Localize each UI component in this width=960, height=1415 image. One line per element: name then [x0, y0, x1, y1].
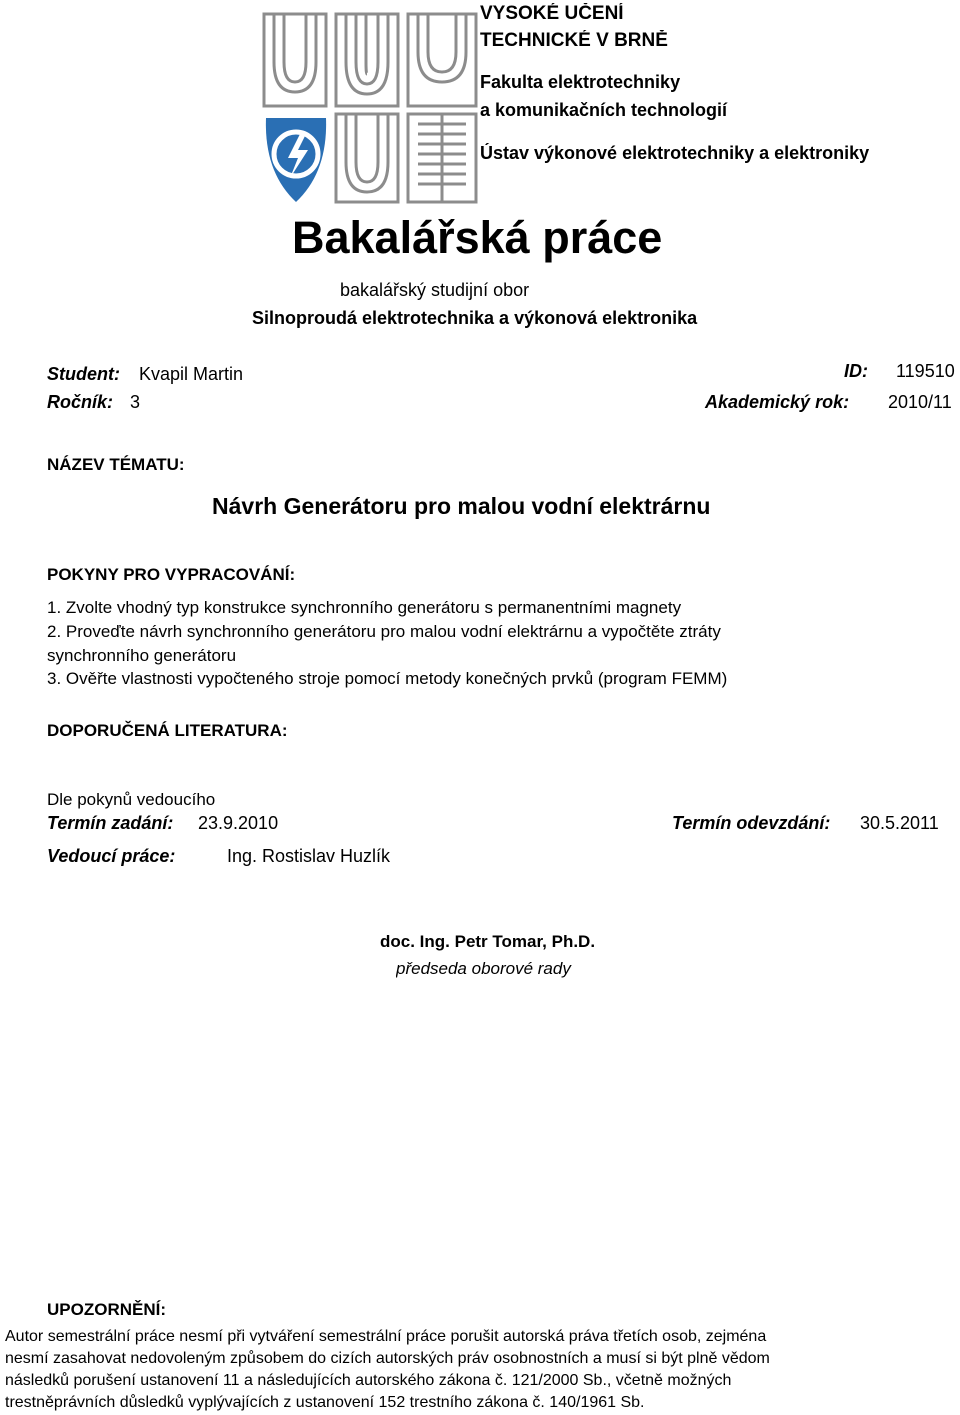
year-value: 3 — [130, 392, 141, 412]
academic-year-label: Akademický rok: — [705, 392, 850, 412]
instruction-item-1: 1. Zvolte vhodný typ konstrukce synchronního generátoru s permanentními magnety — [47, 598, 682, 617]
supervisor-label: Vedoucí práce: — [47, 846, 176, 866]
student-label: Student: — [47, 364, 120, 384]
assigned-date-value: 23.9.2010 — [198, 813, 279, 833]
id-value: 119510 — [896, 361, 955, 381]
due-date-value: 30.5.2011 — [860, 813, 939, 833]
study-program: bakalářský studijní obor — [340, 280, 530, 300]
document-title: Bakalářská práce — [292, 212, 663, 263]
university-name-line2: TECHNICKÉ V BRNĚ — [480, 30, 668, 51]
year-label: Ročník: — [47, 392, 114, 412]
assigned-date-label: Termín zadání: — [47, 813, 174, 833]
warning-line-3: následků porušení ustanovení 11 a následujících autorského zákona č. 121/2000 Sb., včetně možných — [5, 1372, 732, 1389]
literature-text: Dle pokynů vedoucího — [47, 790, 216, 809]
institute-name: Ústav výkonové elektrotechniky a elektroniky — [480, 143, 870, 163]
id-label: ID: — [844, 361, 868, 381]
signatory-role: předseda oborové rady — [396, 959, 571, 978]
study-field: Silnoproudá elektrotechnika a výkonová elektronika — [252, 308, 698, 328]
supervisor-name: Ing. Rostislav Huzlík — [227, 846, 391, 866]
topic-label: NÁZEV TÉMATU: — [47, 455, 185, 474]
warning-line-1: Autor semestrální práce nesmí při vytváření semestrální práce porušit autorská práva třetích osob, zejména — [5, 1328, 767, 1345]
instruction-item-3: 3. Ověřte vlastnosti vypočteného stroje pomocí metody konečných prvků (program FEMM) — [47, 669, 728, 688]
student-name: Kvapil Martin — [139, 364, 244, 384]
academic-year-value: 2010/11 — [888, 392, 952, 412]
instruction-item-2: 2. Proveďte návrh synchronního generátoru pro malou vodní elektrárnu a vypočtěte ztráty — [47, 622, 721, 641]
faculty-name-line2: a komunikačních technologií — [480, 100, 728, 120]
university-logo — [262, 12, 478, 204]
signatory-name: doc. Ing. Petr Tomar, Ph.D. — [380, 932, 596, 951]
instructions-heading: POKYNY PRO VYPRACOVÁNÍ: — [47, 565, 296, 584]
university-name-line1: VYSOKÉ UČENÍ — [480, 3, 624, 24]
warning-line-2: nesmí zasahovat nedovoleným způsobem do cizích autorských práv osobnostních a musí si být plně vědom — [5, 1350, 770, 1367]
instruction-item-2-continued: synchronního generátoru — [47, 646, 237, 665]
warning-heading: UPOZORNĚNÍ: — [47, 1300, 166, 1319]
faculty-name-line1: Fakulta elektrotechniky — [480, 72, 681, 92]
literature-heading: DOPORUČENÁ LITERATURA: — [47, 721, 288, 740]
due-date-label: Termín odevzdání: — [672, 813, 831, 833]
topic-title: Návrh Generátoru pro malou vodní elektrárnu — [212, 493, 711, 519]
warning-line-4: trestněprávních důsledků vyplývajících z ustanovení 152 trestního zákona č. 140/1961 Sb. — [5, 1394, 645, 1411]
